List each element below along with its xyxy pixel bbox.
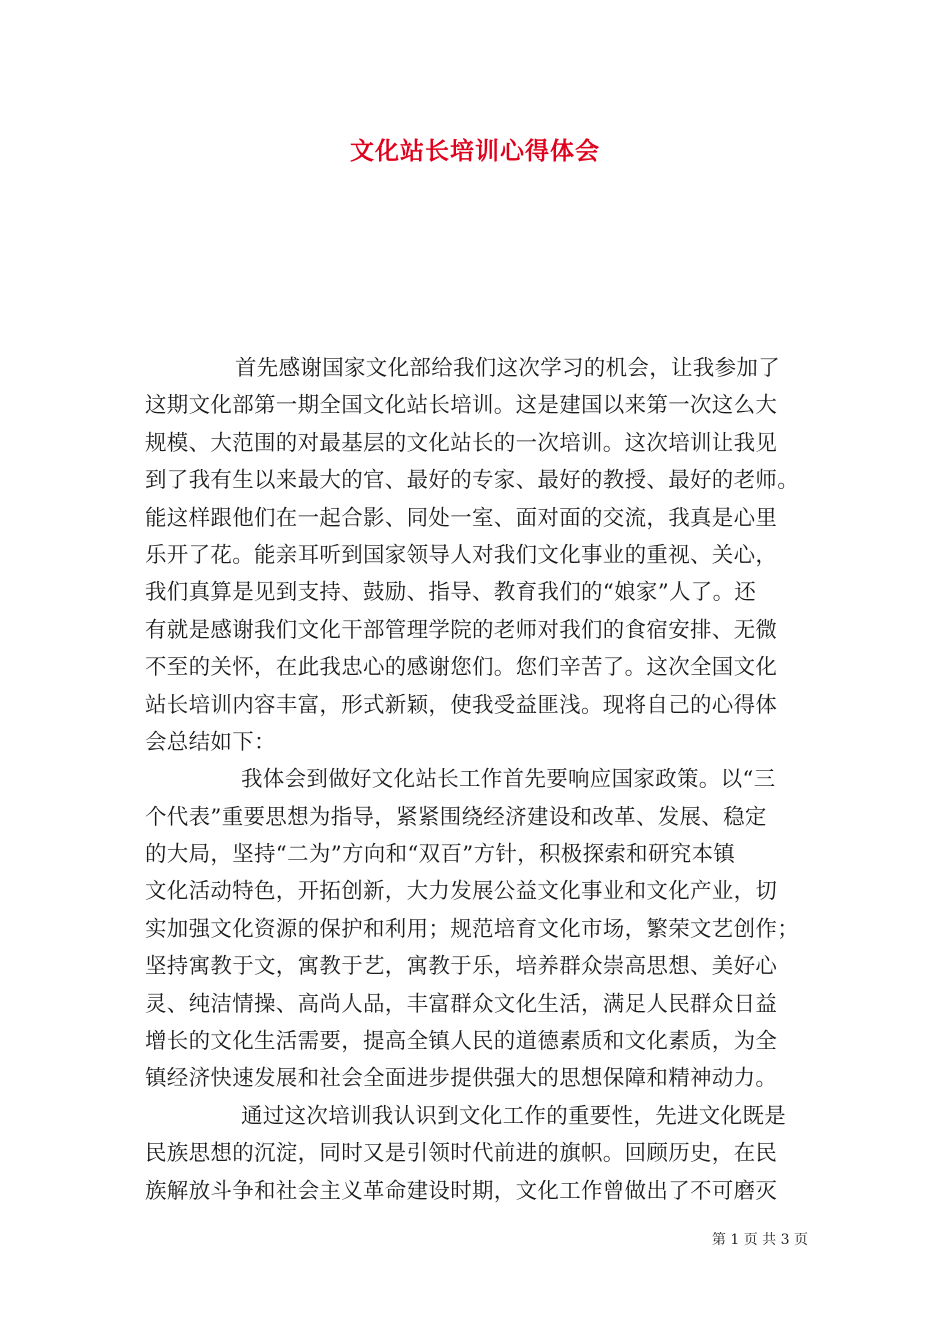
text-line: 我们真算是见到支持、鼓励、指导、教育我们的“娘家”人了。还 [145, 580, 757, 606]
text-line: 乐开了花。能亲耳听到国家领导人对我们文化事业的重视、关心， [145, 542, 778, 568]
text-line: 灵、纯洁情操、高尚人品，丰富群众文化生活，满足人民群众日益 [145, 991, 778, 1017]
document-title: 文化站长培训心得体会 [350, 136, 600, 165]
text-line: 族解放斗争和社会主义革命建设时期，文化工作曾做出了不可磨灭 [145, 1178, 778, 1204]
text-line: 镇经济快速发展和社会全面进步提供强大的思想保障和精神动力。 [145, 1066, 778, 1092]
text-line: 不至的关怀，在此我忠心的感谢您们。您们辛苦了。这次全国文化 [145, 655, 778, 681]
text-line: 我体会到做好文化站长工作首先要响应国家政策。以“三 [241, 767, 776, 793]
text-line: 规模、大范围的对最基层的文化站长的一次培训。这次培训让我见 [145, 430, 778, 456]
text-line: 坚持寓教于文，寓教于艺，寓教于乐，培养群众崇高思想、美好心 [145, 954, 778, 980]
text-line: 通过这次培训我认识到文化工作的重要性，先进文化既是 [241, 1103, 787, 1129]
text-line: 个代表”重要思想为指导，紧紧围绕经济建设和改革、发展、稳定 [145, 804, 767, 830]
text-line: 增长的文化生活需要，提高全镇人民的道德素质和文化素质，为全 [145, 1029, 778, 1055]
text-line: 到了我有生以来最大的官、最好的专家、最好的教授、最好的老师。 [145, 468, 800, 494]
text-line: 有就是感谢我们文化干部管理学院的老师对我们的食宿安排、无微 [145, 617, 778, 643]
document-body [145, 350, 811, 1210]
page-footer: 第 1 页 共 3 页 [711, 1232, 808, 1248]
text-line: 的大局，坚持“二为”方向和“双百”方针，积极探索和研究本镇 [145, 842, 736, 868]
text-line: 首先感谢国家文化部给我们这次学习的机会，让我参加了 [235, 356, 781, 381]
text-line: 能这样跟他们在一起合影、同处一室、面对面的交流，我真是心里 [145, 505, 778, 531]
text-line: 会总结如下： [145, 729, 276, 755]
text-line: 民族思想的沉淀，同时又是引领时代前进的旗帜。回顾历史，在民 [145, 1141, 778, 1167]
text-line: 文化活动特色，开拓创新，大力发展公益文化事业和文化产业，切 [145, 879, 778, 905]
text-line: 站长培训内容丰富，形式新颖，使我受益匪浅。现将自己的心得体 [145, 692, 778, 718]
text-line: 实加强文化资源的保护和利用；规范培育文化市场，繁荣文艺创作； [145, 916, 800, 942]
text-line: 这期文化部第一期全国文化站长培训。这是建国以来第一次这么大 [145, 393, 778, 419]
